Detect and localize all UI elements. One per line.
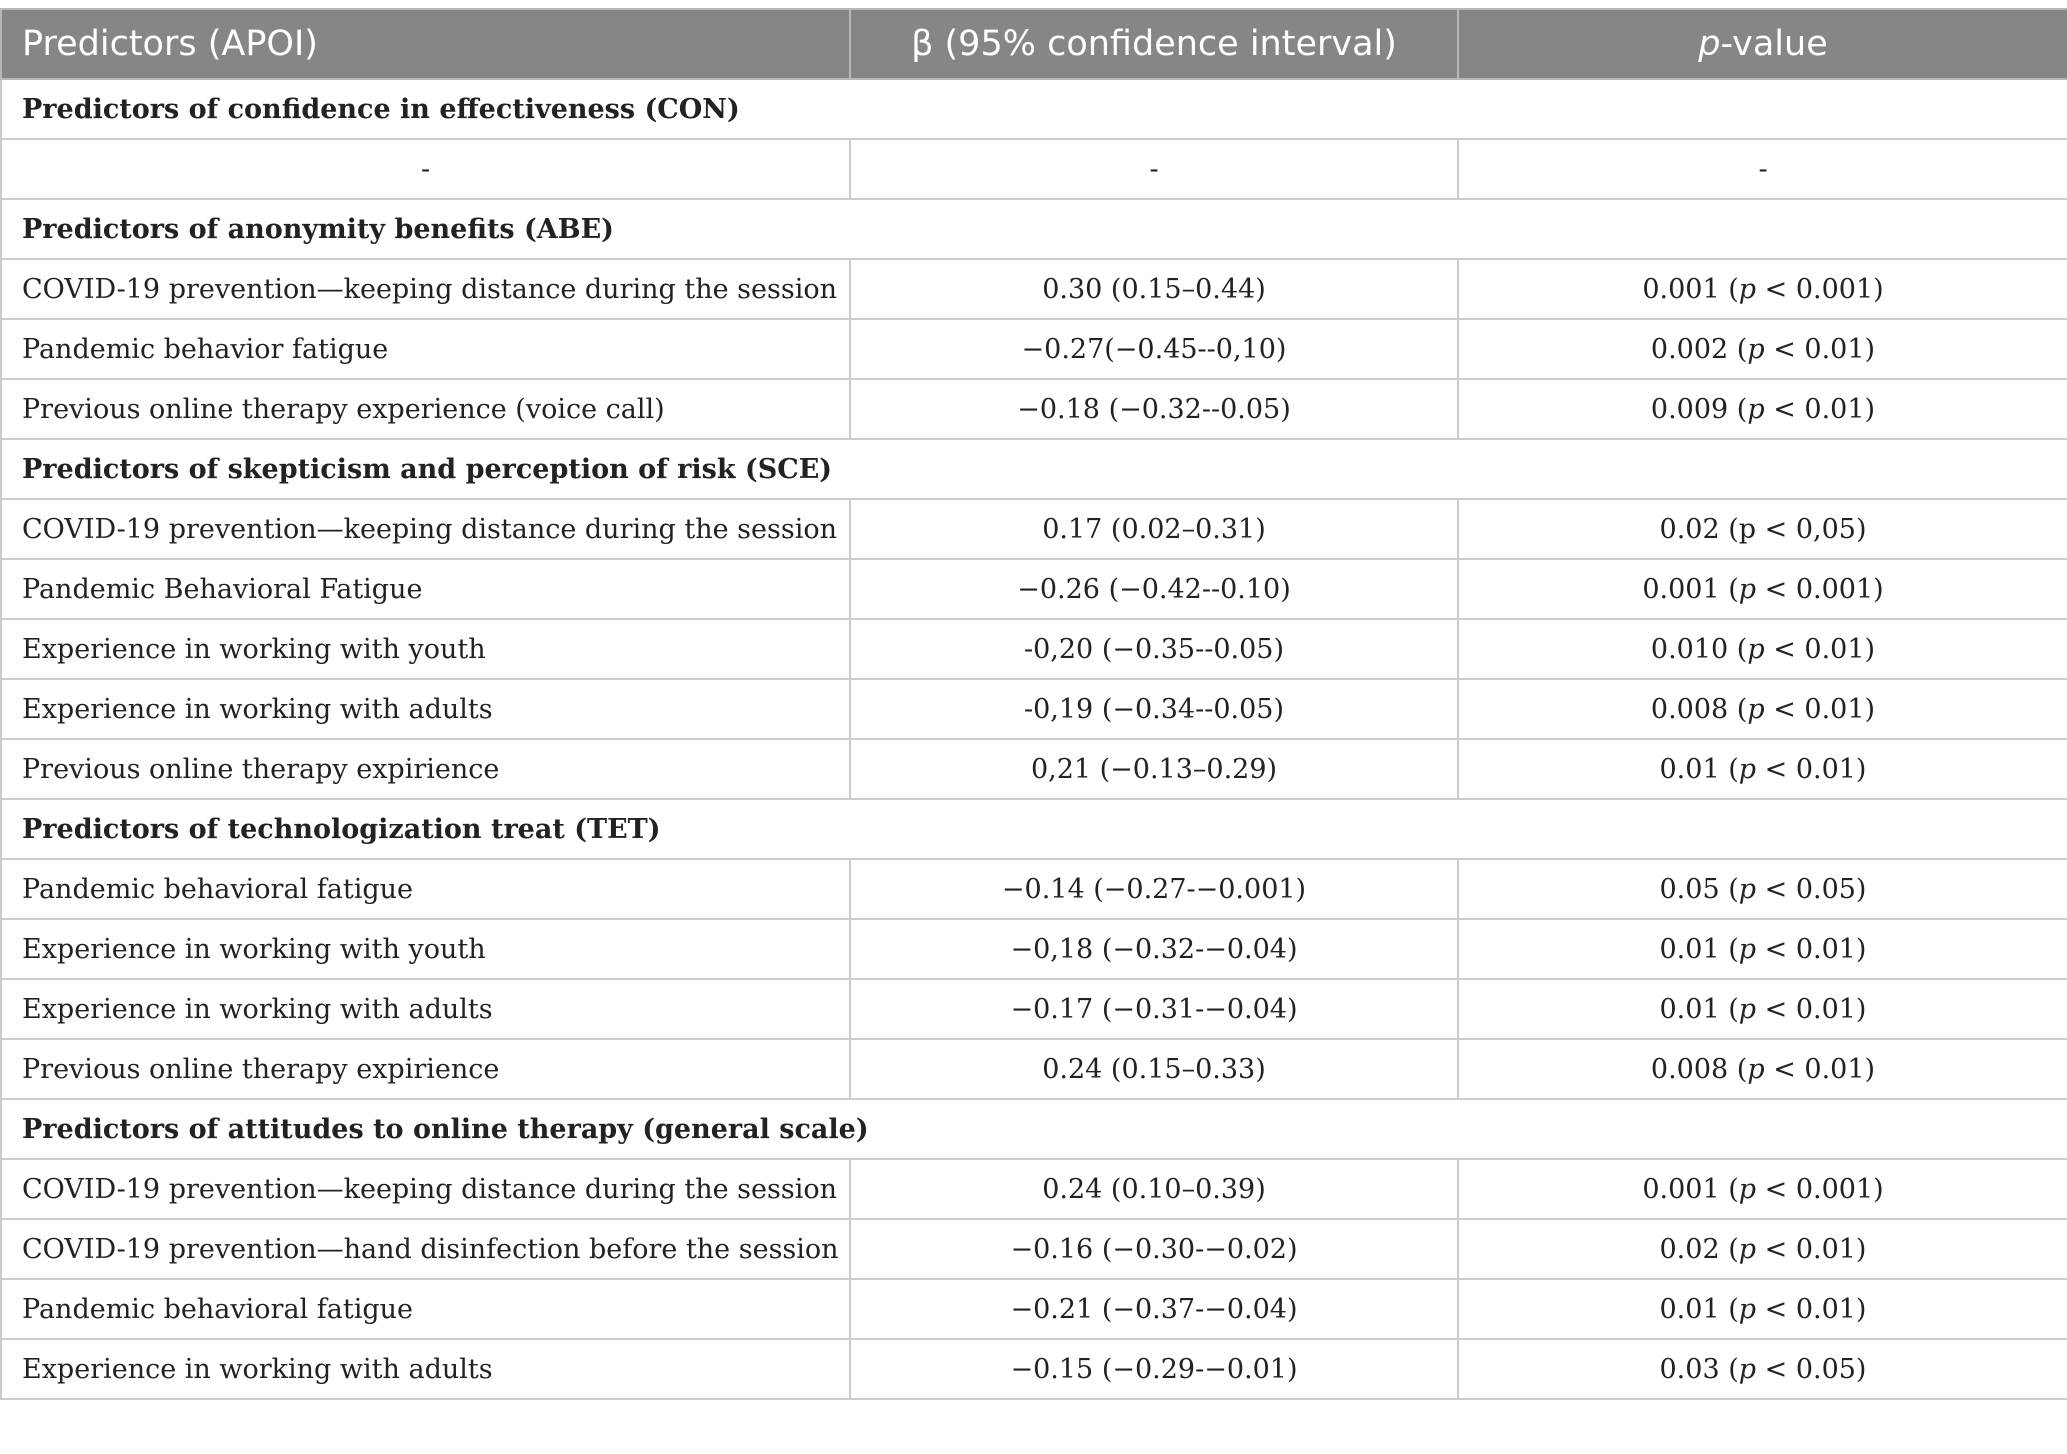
section-title: Predictors of confidence in effectiveness (CON) [1,79,2067,139]
p-symbol: p [1738,1353,1757,1385]
predictor-cell: - [1,139,850,199]
p-value-cell [1458,1039,2067,1099]
p-value-cell [1458,379,2067,439]
predictor-cell: Previous online therapy experience (voice call) [1,379,850,439]
p-symbol: p [1738,873,1757,905]
section-title: Predictors of technologization treat (TET) [1,799,2067,859]
beta-cell: - [850,139,1458,199]
p-value-cell [1458,139,2067,199]
table-row [1,679,2067,739]
regression-table [0,8,2067,1400]
p-threshold: < 0.01) [1764,693,1876,725]
beta-cell: −0.27(−0.45--0,10) [850,319,1458,379]
p-value-cell [1458,739,2067,799]
p-threshold: < 0.01) [1756,753,1867,785]
p-value-number: 0.01 ( [1659,933,1739,965]
p-threshold: < 0.01) [1764,393,1876,425]
predictor-cell: Experience in working with youth [1,619,850,679]
p-threshold: < 0.01) [1764,633,1876,665]
predictor-cell: Experience in working with youth [1,919,850,979]
beta-cell: −0.26 (−0.42--0.10) [850,559,1458,619]
beta-cell: −0.21 (−0.37-−0.04) [850,1279,1458,1339]
beta-cell: 0.24 (0.10–0.39) [850,1159,1458,1219]
p-symbol: p [1747,393,1765,425]
p-symbol: p [1738,1293,1757,1325]
p-value-number: - [1758,153,1768,185]
beta-cell: −0.17 (−0.31-−0.04) [850,979,1458,1039]
table-row [1,1219,2067,1279]
table-row [1,919,2067,979]
table-row [1,1279,2067,1339]
section-row [1,1099,2067,1159]
predictor-cell: Previous online therapy expirience [1,739,850,799]
p-threshold: < 0.05) [1756,873,1867,905]
section-title: Predictors of skepticism and perception of risk (SCE) [1,439,2067,499]
table-row [1,559,2067,619]
p-value-number: 0.001 ( [1642,273,1739,305]
section-title: Predictors of attitudes to online therapy (general scale) [1,1099,2067,1159]
header-p-rest: -value [1720,24,1828,64]
beta-cell: -0,20 (−0.35--0.05) [850,619,1458,679]
p-value-number: 0.009 ( [1650,393,1748,425]
p-value-number: 0.001 ( [1642,1173,1739,1205]
p-symbol: p [1747,693,1765,725]
predictor-cell: COVID-19 prevention—keeping distance during the session [1,259,850,319]
table-row [1,1339,2067,1399]
header-row [1,9,2067,79]
beta-cell: −0.15 (−0.29-−0.01) [850,1339,1458,1399]
p-threshold: < 0.001) [1756,1173,1884,1205]
table-row [1,1039,2067,1099]
p-value-cell [1458,259,2067,319]
table-row [1,259,2067,319]
table-body [1,79,2067,1399]
p-symbol: p [1747,633,1765,665]
header-predictors: Predictors (APOI) [1,9,850,79]
p-value-cell [1458,679,2067,739]
p-threshold: < 0.001) [1756,573,1884,605]
beta-cell: −0.18 (−0.32--0.05) [850,379,1458,439]
p-threshold: < 0.001) [1756,273,1884,305]
beta-cell: 0.30 (0.15–0.44) [850,259,1458,319]
p-value-cell [1458,1159,2067,1219]
beta-cell: −0.16 (−0.30-−0.02) [850,1219,1458,1279]
p-symbol: p [1738,273,1757,305]
p-value-number: 0.01 ( [1659,1293,1739,1325]
p-threshold: < 0.01) [1756,933,1867,965]
predictor-cell: COVID-19 prevention—keeping distance during the session [1,1159,850,1219]
section-row [1,79,2067,139]
beta-cell: 0.24 (0.15–0.33) [850,1039,1458,1099]
predictor-cell: Experience in working with adults [1,979,850,1039]
p-value-cell [1458,979,2067,1039]
p-value-number: 0.008 ( [1650,1053,1748,1085]
p-value-cell [1458,559,2067,619]
p-threshold: < 0.05) [1756,1353,1867,1385]
predictor-cell: Pandemic behavioral fatigue [1,859,850,919]
p-symbol: p [1747,333,1765,365]
p-value-number: 0.002 ( [1650,333,1748,365]
p-value-number: 0.05 ( [1659,873,1739,905]
table-row [1,319,2067,379]
predictor-cell: Pandemic behavior fatigue [1,319,850,379]
table-row [1,739,2067,799]
p-value-number: 0.010 ( [1650,633,1748,665]
p-symbol: p [1738,573,1757,605]
p-value-cell [1458,1339,2067,1399]
p-value-number: 0.02 ( [1659,1233,1739,1265]
p-symbol: p [1738,993,1757,1025]
predictor-cell: Pandemic Behavioral Fatigue [1,559,850,619]
p-value-cell [1458,499,2067,559]
beta-cell: -0,19 (−0.34--0.05) [850,679,1458,739]
p-symbol: p [1738,1233,1757,1265]
section-title: Predictors of anonymity benefits (ABE) [1,199,2067,259]
table-row [1,379,2067,439]
section-row [1,199,2067,259]
p-value-cell [1458,919,2067,979]
p-threshold: < 0.01) [1764,1053,1876,1085]
p-value-cell [1458,619,2067,679]
p-value-cell [1458,1279,2067,1339]
table-row [1,859,2067,919]
p-symbol: p [1747,1053,1765,1085]
p-threshold: < 0.01) [1756,1233,1867,1265]
beta-cell: 0.17 (0.02–0.31) [850,499,1458,559]
predictor-cell: COVID-19 prevention—hand disinfection before the session [1,1219,850,1279]
p-value-number: 0.02 (p < 0,05) [1659,513,1867,545]
predictor-cell: Previous online therapy expirience [1,1039,850,1099]
p-symbol: p [1738,933,1757,965]
p-value-cell [1458,319,2067,379]
predictor-cell: Experience in working with adults [1,679,850,739]
p-threshold: < 0.01) [1756,993,1867,1025]
section-row [1,799,2067,859]
p-value-number: 0.01 ( [1659,993,1739,1025]
p-threshold: < 0.01) [1756,1293,1867,1325]
section-row [1,439,2067,499]
table-row [1,619,2067,679]
p-value-number: 0.001 ( [1642,573,1739,605]
predictor-cell: COVID-19 prevention—keeping distance during the session [1,499,850,559]
predictor-cell: Experience in working with adults [1,1339,850,1399]
header-p-value [1458,9,2067,79]
p-value-number: 0.03 ( [1659,1353,1739,1385]
p-value-number: 0.01 ( [1659,753,1739,785]
table-row [1,139,2067,199]
beta-cell: −0.14 (−0.27-−0.001) [850,859,1458,919]
header-p-italic: p [1698,24,1721,64]
beta-cell: −0,18 (−0.32-−0.04) [850,919,1458,979]
predictor-cell: Pandemic behavioral fatigue [1,1279,850,1339]
p-value-cell [1458,859,2067,919]
p-value-number: 0.008 ( [1650,693,1748,725]
header-beta: β (95% confidence interval) [850,9,1458,79]
table-row [1,979,2067,1039]
table-row [1,499,2067,559]
table-row [1,1159,2067,1219]
p-symbol: p [1738,753,1757,785]
p-value-cell [1458,1219,2067,1279]
table-header [1,9,2067,79]
p-threshold: < 0.01) [1764,333,1876,365]
p-symbol: p [1738,1173,1757,1205]
beta-cell: 0,21 (−0.13–0.29) [850,739,1458,799]
